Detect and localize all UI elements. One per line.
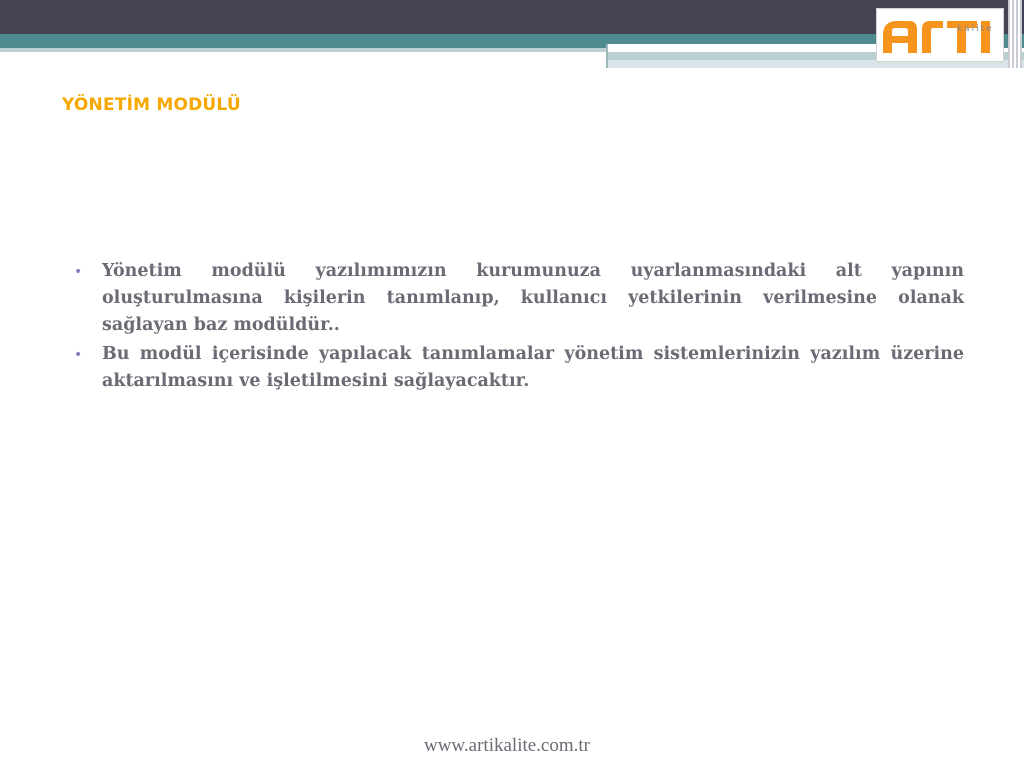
bullet-marker: • [74,347,83,363]
bullet-text: Bu modül içerisinde yapılacak tanımlamalar yönetim sistemlerinizin yazılım üzerine aktarılmasını ve işletilmesini sağlayacaktır. [102,344,964,391]
company-logo [876,8,1004,62]
bullet-marker: • [74,264,83,280]
header-band-dark [0,0,1024,34]
bullet-list [72,258,964,397]
list-item [72,258,964,339]
header-band-step [606,44,876,52]
header-vertical-stripes [1008,0,1022,68]
header-band-light-left [0,48,606,52]
bullet-text: Yönetim modülü yazılımımızın kurumunuza uyarlanmasındaki alt yapının oluşturulmasına kişilerin tanımlanıp, kullanıcı yetkilerinin verilmesine olanak sağlayan baz modüldür.. [102,261,964,335]
header-band-edge [606,44,608,68]
slide-title: YÖNETİM MODÜLÜ [62,95,241,115]
list-item [72,341,964,395]
artikalite-logo-icon [877,9,1003,61]
footer-website: www.artikalite.com.tr [423,735,591,756]
svg-text:kalite: kalite [957,24,994,34]
